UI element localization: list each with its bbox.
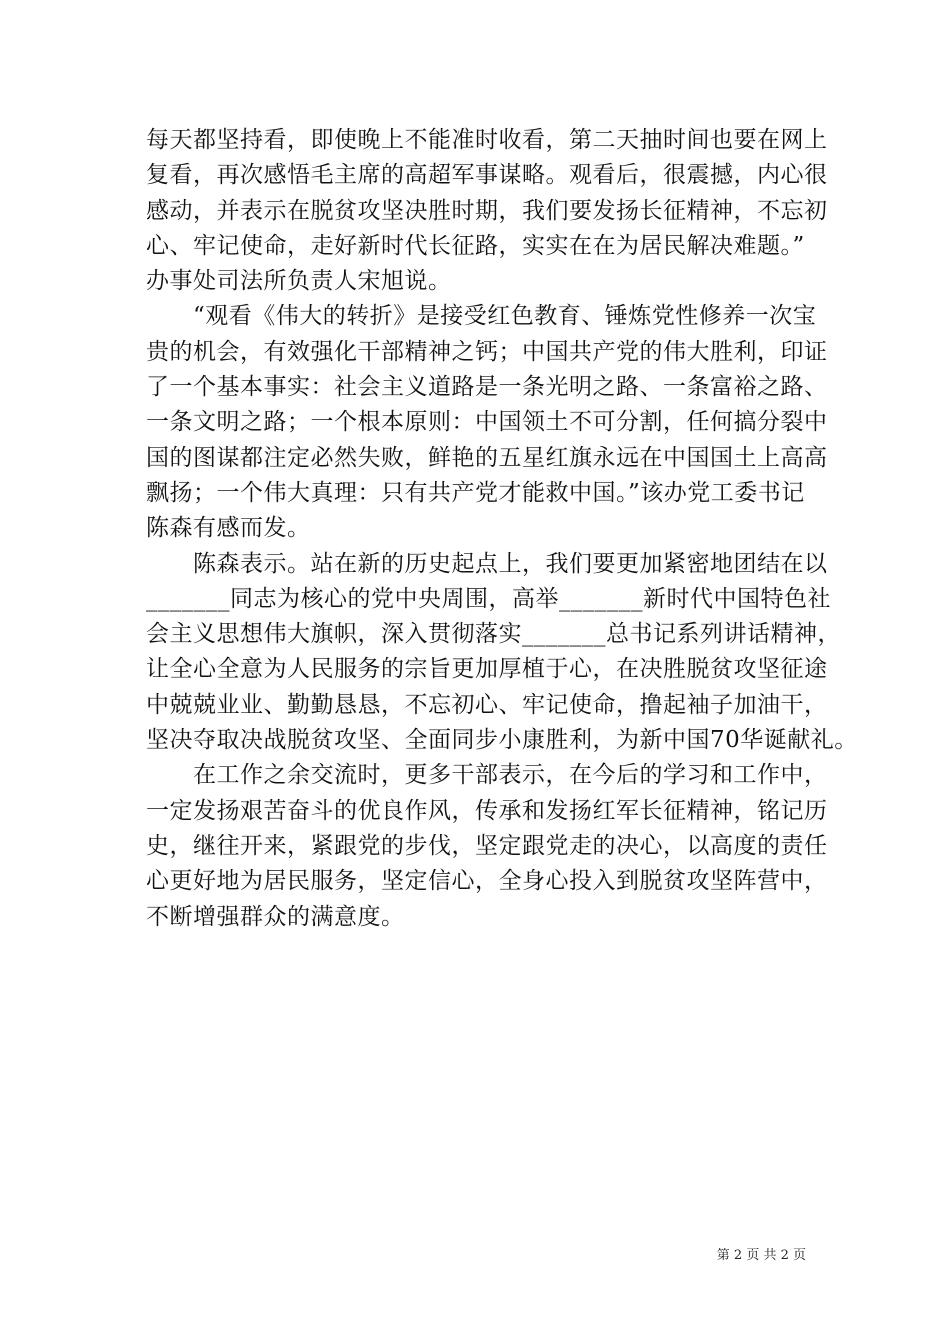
text-line: 心更好地为居民服务，坚定信心，全身心投入到脱贫攻坚阵营中， [146, 868, 828, 895]
text-line: _______同志为核心的党中央周围，高举_______新时代中国特色社 [146, 585, 831, 612]
text-line: 史，继往开来，紧跟党的步伐，坚定跟党走的决心，以高度的责任 [146, 832, 828, 859]
text-line: “观看《伟大的转折》是接受红色教育、锤炼党性修养一次宝 [146, 303, 817, 330]
text-line: 复看，再次感悟毛主席的高超军事谋略。观看后，很震撼，内心很 [146, 162, 828, 189]
text-line: 陈森表示。站在新的历史起点上，我们要更加紧密地团结在以 [146, 550, 828, 577]
text-line: 一条文明之路；一个根本原则：中国领土不可分割，任何搞分裂中 [146, 409, 828, 436]
text-line: 坚决夺取决战脱贫攻坚、全面同步小康胜利，为新中国70华诞献礼。 [146, 727, 858, 754]
text-line: 不断增强群众的满意度。 [146, 903, 405, 930]
text-line: 会主义思想伟大旗帜，深入贯彻落实_______总书记系列讲话精神， [146, 621, 841, 648]
text-line: 每天都坚持看，即使晚上不能准时收看，第二天抽时间也要在网上 [146, 127, 828, 153]
document-body [146, 123, 858, 935]
text-line: 在工作之余交流时，更多干部表示，在今后的学习和工作中， [146, 762, 828, 789]
text-line: 让全心全意为人民服务的宗旨更加厚植于心，在决胜脱贫攻坚征途 [146, 656, 828, 683]
text-line: 中兢兢业业、勤勤恳恳，不忘初心、牢记使命，撸起袖子加油干， [146, 691, 828, 718]
text-line: 陈森有感而发。 [146, 515, 311, 542]
text-line: 国的图谋都注定必然失败，鲜艳的五星红旗永远在中国国土上高高 [146, 444, 828, 471]
text-line: 一定发扬艰苦奋斗的优良作风，传承和发扬红军长征精神，铭记历 [146, 797, 828, 824]
text-line: 感动，并表示在脱贫攻坚决胜时期，我们要发扬长征精神，不忘初 [146, 197, 828, 224]
text-line: 心、牢记使命，走好新时代长征路，实实在在为居民解决难题。” [146, 232, 805, 259]
text-line: 了一个基本事实：社会主义道路是一条光明之路、一条富裕之路、 [146, 374, 828, 401]
text-line: 飘扬；一个伟大真理：只有共产党才能救中国。”该办党工委书记 [146, 479, 805, 506]
page-number: 第 2 页 共 2 页 [716, 1248, 806, 1263]
text-line: 办事处司法所负责人宋旭说。 [146, 268, 452, 295]
text-line: 贵的机会，有效强化干部精神之钙；中国共产党的伟大胜利，印证 [146, 338, 828, 365]
